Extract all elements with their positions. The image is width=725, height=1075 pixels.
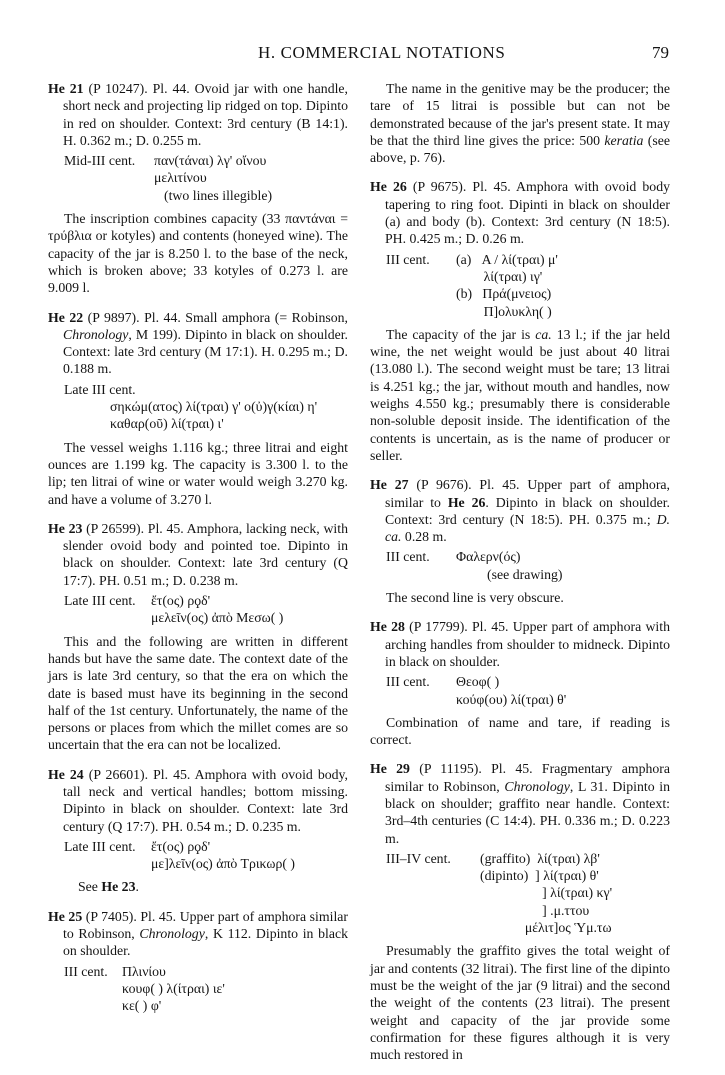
dipinto-line: κουφ( ) λ(ίτραι) ιε': [122, 980, 225, 996]
entry-italic: Chronology: [139, 926, 205, 942]
commentary-italic: ca.: [535, 326, 552, 342]
entry-commentary: Presumably the graffito gives the total weight of jar and contents (32 litrai). The first line of the dipinto must be the weight of the jar (9 litrai) and the second the weight of the contents (23 litrai). The present weight and capacity of the jar provide some confirmation for these figures although it is very much restored in: [370, 943, 670, 1063]
see-reference: [78, 878, 348, 895]
entry-description: [48, 80, 348, 149]
entry-commentary: [370, 326, 670, 464]
dipinto-lines: [456, 251, 670, 320]
dipinto-date: Late III cent.: [64, 593, 136, 609]
running-head: [0, 44, 725, 66]
dipinto-block: [64, 838, 348, 873]
entry-label: He 21: [48, 81, 84, 96]
dipinto-block: [64, 963, 348, 1015]
dipinto-line: (dipinto) ] λί(τραι) θ': [480, 868, 599, 884]
commentary-a: The capacity of the jar is: [386, 326, 536, 342]
entry-description: [370, 760, 670, 846]
entry-label: He 26: [370, 179, 407, 195]
dipinto-date: III–IV cent.: [386, 850, 451, 866]
dipinto-line: ] .μ.ττου: [480, 902, 590, 918]
entry-he21: [48, 80, 348, 297]
entry-description: [48, 520, 348, 589]
entry-he25: [48, 908, 348, 1015]
entry-commentary: The vessel weighs 1.116 kg.; three litrai and eight ounces are 1.199 kg. The capacity is 3.300 l. to the lip; ten litrai of wine or water would weigh 3.270 kg. and have a volume of 3.270 l.: [48, 439, 348, 507]
entry-he23: [48, 520, 348, 754]
entry-commentary: Combination of name and tare, if reading is correct.: [370, 714, 670, 748]
continuation-text: [370, 80, 670, 166]
entry-commentary: This and the following are written in different hands but have the same date. The context date of the jars is late 3rd century, so that the era on which the date is based must have its beginning in the second half of the 1st century. Unfortunately, the name of the persons or places from which the millet comes are so uncertain that the era can not be localized.: [48, 633, 348, 753]
entry-he26: [370, 178, 670, 464]
entry-text: . Dipinto in black on shoulder. Context: 3rd century (N 18:5). PH. 0.375 m.;: [385, 494, 671, 527]
see-text: See: [78, 879, 102, 895]
entry-text: , K 112. Dipinto in black on shoulder.: [63, 926, 348, 959]
dipinto-lines: [154, 152, 348, 204]
continuation-italic: keratia: [604, 132, 644, 148]
entry-text: (P 11195). Pl. 45. Fragmentary amphora similar to Robinson,: [385, 761, 670, 794]
entry-description: [370, 178, 670, 247]
dipinto-date: III cent.: [386, 674, 430, 690]
dipinto-line: (b) Πρά(μνειος): [456, 286, 552, 302]
entry-description: [370, 476, 670, 545]
entry-description: [48, 908, 348, 960]
dipinto-line: κούφ(ου) λί(τραι) θ': [456, 691, 567, 707]
dipinto-line: με]λεῖν(ος) ἀπὸ Τρικωρ( ): [151, 856, 295, 872]
dipinto-line: ἔτ(ος) ρϙδ': [151, 838, 211, 854]
entry-label: He 29: [370, 761, 410, 777]
commentary-b: 13 l.; if the jar held wine, the net weight would be just about 40 litrai (13.080 l.). The second weight must be tare; 13 litrai is 4.251 kg.; the jar, without mouth and handles, now weighs 4.550 kg.; presumably there is considerable non-soluble deposit inside. The identification of the contents is uncertain, as is the name of producer or seller.: [370, 326, 670, 463]
entry-text: , M 199). Dipinto in black on shoulder. Context: late 3rd century (M 17:1). H. 0.295 m.; D. 0.188 m.: [63, 326, 348, 377]
entry-text: (P 17799). Pl. 45. Upper part of amphora with arching handles from shoulder to midneck. Dipinto in black on shoulder.: [385, 619, 670, 669]
dipinto-lines: [456, 673, 670, 708]
dipinto-line: ] λί(τραι) κγ': [480, 885, 613, 901]
dipinto-date: III cent.: [386, 549, 430, 565]
dipinto-line: (a) Α / λί(τραι) μ': [456, 251, 558, 267]
dipinto-line: μελιτίνου: [154, 170, 207, 186]
entry-text: (P 9675). Pl. 45. Amphora with ovoid body tapering to ring foot. Dipinti in black on shoulder (a) and body (b). Context: 3rd century (N 18:5). PH. 0.425 m.; D. 0.26 m.: [385, 179, 670, 247]
dipinto-line: Πλινίου: [122, 963, 166, 979]
right-column: [370, 80, 670, 1075]
entry-text: (P 26601). Pl. 45. Amphora with ovoid body, tall neck and vertical handles; bottom missing. Dipinto in black on shoulder. Context: late 3rd century (Q 17:7). PH. 0.54 m.; D. 0.235 m.: [63, 766, 348, 834]
entry-description: [48, 766, 348, 835]
entry-commentary: The second line is very obscure.: [386, 590, 564, 606]
dipinto-lines: [456, 548, 670, 583]
entry-label: He 23: [48, 520, 83, 536]
see-link: He 23: [101, 879, 136, 895]
dipinto-line: Π]ολυκλη( ): [456, 303, 552, 319]
dipinto-line: μέλιτ]ος Ὑμ.τω: [480, 920, 612, 936]
entry-text: (P 10247). Pl. 44. Ovoid jar with one handle, short neck and projecting lip ridged on top. Dipinto in red on shoulder. Context: 3rd century (B 14:1). H. 0.362 m.; D. 0.255 m.: [63, 81, 348, 148]
entry-label: He 24: [48, 766, 84, 782]
entry-label: He 28: [370, 619, 405, 635]
dipinto-line: καθαρ(οῦ) λί(τραι) ι': [110, 416, 224, 432]
running-head-title: H. COMMERCIAL NOTATIONS: [258, 43, 506, 62]
continuation-paragraph: [370, 80, 670, 166]
dipinto-block: [386, 673, 670, 708]
dipinto-line: λί(τραι) ιγ': [456, 268, 543, 284]
entry-ref: He 26: [447, 494, 486, 510]
entry-he27: [370, 476, 670, 606]
dipinto-date: Late III cent.: [64, 381, 136, 397]
entry-italic: D. ca.: [385, 511, 670, 545]
dipinto-line: (two lines illegible): [164, 187, 273, 203]
dipinto-date: III cent.: [64, 963, 108, 979]
dipinto-date: III cent.: [386, 251, 430, 267]
entry-commentary: The inscription combines capacity (33 παντάναι = τρύβλια or kotyles) and contents (honeyed wine). The capacity of the jar is 8.250 l. to the base of the neck, which is broken above; 33 kotyles of 0.273 l. are 9.009 l.: [48, 211, 348, 296]
see-dot: .: [135, 879, 139, 895]
dipinto-lines: [151, 838, 348, 873]
dipinto-block: [386, 251, 670, 320]
dipinto-line: Θεοφ( ): [456, 674, 500, 690]
entry-text: (P 26599). Pl. 45. Amphora, lacking neck, with slender ovoid body and pointed toe. Dipinto in black on shoulder. Context: late 3rd century (Q 17:7). PH. 0.51 m.; D. 0.238 m.: [63, 520, 349, 588]
dipinto-line: παν(τάναι) λγ' οἴνου: [154, 153, 267, 169]
dipinto-date: Mid-III cent.: [64, 153, 136, 169]
entry-text: (P 9897). Pl. 44. Small amphora (= Robinson,: [83, 309, 349, 325]
dipinto-block: [64, 592, 348, 627]
entry-he28: [370, 618, 670, 748]
entry-label: He 22: [48, 309, 84, 325]
dipinto-date: Late III cent.: [64, 838, 136, 854]
dipinto-block: [64, 381, 348, 433]
dipinto-block: [64, 152, 348, 204]
entry-text: 0.28 m.: [401, 529, 447, 545]
dipinto-line: (see drawing): [456, 566, 563, 582]
dipinto-line: ἔτ(ος) ρϙδ': [151, 593, 211, 609]
dipinto-lines: [122, 963, 348, 1015]
dipinto-line: σηκώμ(ατος) λί(τραι) γ' ο(ὐ)γ(κίαι) η': [110, 399, 318, 415]
dipinto-block: [386, 548, 670, 583]
dipinto-line: κε( ) φ': [122, 998, 162, 1014]
continuation-a: The name in the genitive may be the producer; the tare of 15 litrai is possible but can not be demonstrated because of the jar's present state. It may be that the third line gives the price: 500: [370, 81, 670, 148]
entry-text: , L 31. Dipinto in black on shoulder; graffito near handle. Context: 3rd–4th centuries (C 14:4). PH. 0.336 m.; D. 0.223 m.: [385, 778, 670, 846]
entry-text: (P 7405). Pl. 45. Upper part of amphora similar to Robinson,: [63, 908, 348, 942]
entry-he24: [48, 766, 348, 896]
dipinto-lines: [480, 850, 670, 936]
dipinto-block: [386, 850, 670, 936]
dipinto-line: μελεῖν(ος) ἀπὸ Μεσω( ): [151, 610, 284, 626]
entry-text: (P 9676). Pl. 45. Upper part of amphora, similar to: [385, 477, 670, 510]
entry-italic: Chronology: [504, 778, 570, 794]
entry-description: [370, 618, 670, 670]
entry-label: He 27: [370, 477, 409, 493]
continuation-b: (see above, p. 76).: [370, 132, 670, 166]
dipinto-line: (graffito) λί(τραι) λβ': [480, 850, 600, 866]
page-number: 79: [652, 43, 669, 62]
entry-label: He 25: [48, 908, 83, 924]
dipinto-line: Φαλερν(ός): [456, 549, 521, 565]
dipinto-lines: [151, 592, 348, 627]
entry-he22: [48, 309, 348, 508]
entry-description: [48, 309, 348, 378]
left-column: [48, 80, 348, 1027]
entry-italic: Chronology: [63, 326, 129, 342]
entry-he29: [370, 760, 670, 1063]
